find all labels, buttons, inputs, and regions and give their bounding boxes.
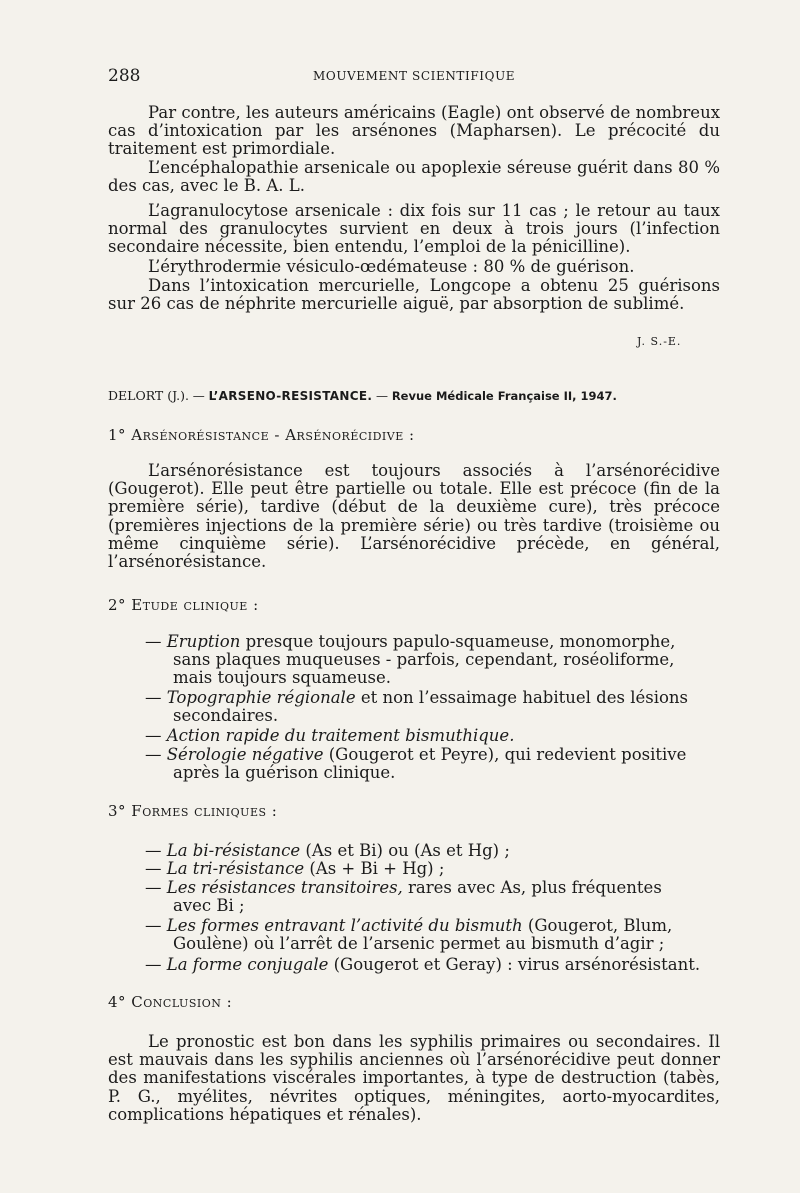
section-2-heading: 2° Etude clinique : — [108, 596, 259, 614]
list-item: — Topographie régionale et non l’essaimage habituel des lésions secondaires. — [145, 689, 720, 725]
list-item: — La bi-résistance (As et Bi) ou (As et Hg) ; — [145, 841, 510, 860]
item-lead: Les résistances transitoires, — [166, 878, 403, 897]
item-lead: Topographie régionale — [166, 688, 356, 707]
list-item: — Sérologie négative (Gougerot et Peyre), qui redevient positive après la guérison clinique. — [145, 746, 720, 782]
item-lead: La forme conjugale — [166, 955, 329, 974]
item-continuation: sans plaques muqueuses - parfois, cependant, roséoliforme, — [173, 650, 675, 670]
section-4-heading: 4° Conclusion : — [108, 993, 233, 1011]
item-text: (Gougerot et Geray) : virus arsénorésistant. — [328, 955, 701, 974]
item-text: (As et Bi) ou (As et Hg) ; — [300, 841, 510, 860]
list-item: — La tri-résistance (As + Bi + Hg) ; — [145, 859, 445, 878]
item-continuation: après la guérison clinique. — [173, 763, 396, 783]
reference-author: DELORT (J.). — [108, 388, 189, 403]
reference-dash-2: — — [372, 389, 392, 403]
running-header — [108, 66, 718, 86]
page-number: 288 — [108, 66, 141, 86]
item-text: (Gougerot et Peyre), qui redevient positive — [323, 745, 687, 764]
item-continuation: mais toujours squameuse. — [173, 668, 391, 688]
list-item: — La forme conjugale (Gougerot et Geray) : virus arsénorésistant. — [145, 955, 701, 974]
item-continuation: Goulène) où l’arrêt de l’arsenic permet au bismuth d’agir ; — [173, 934, 665, 954]
item-lead: Les formes entravant l’activité du bismuth — [166, 916, 523, 935]
running-title: MOUVEMENT SCIENTIFIQUE — [313, 69, 516, 83]
list-item: — Action rapide du traitement bismuthique. — [145, 726, 515, 745]
item-continuation: avec Bi ; — [173, 896, 245, 916]
reference-dash-1: — — [188, 389, 209, 403]
reference-title: L’ARSENO-RESISTANCE. — [208, 389, 373, 403]
item-text: rares avec As, plus fréquentes — [402, 878, 662, 897]
item-text: presque toujours papulo-squameuse, monomorphe, — [240, 632, 676, 651]
section-1-heading: 1° Arsénorésistance - Arsénorécidive : — [108, 426, 415, 444]
list-item: — Les résistances transitoires, rares avec As, plus fréquentes avec Bi ; — [145, 879, 720, 915]
item-lead: La bi-résistance — [166, 841, 301, 860]
intro-paragraph-5: Dans l’intoxication mercurielle, Longcope a obtenu 25 guérisons sur 26 cas de néphrite mercurielle aiguë, par absorption de sublimé. — [108, 276, 720, 314]
intro-paragraph-3: L’agranulocytose arsenicale : dix fois sur 11 cas ; le retour au taux normal des granulocytes survient en deux à trois jours (l’infection secondaire nécessite, bien entendu, l’emploi de la pénicilline). — [108, 201, 720, 257]
item-text: (As + Bi + Hg) ; — [304, 859, 445, 878]
section-4-text: Le pronostic est bon dans les syphilis primaires ou secondaires. Il est mauvais dans les syphilis anciennes où l’arsénorécidive peut donner des manifestations viscérales importantes, à type de destruction (tabès, P. G., myélites, névrites optiques, méningites, aorto-myocardites, complications hépatiques et rénales). — [108, 1032, 720, 1124]
item-text: et non l’essaimage habituel des lésions — [355, 688, 689, 707]
list-item: — Eruption presque toujours papulo-squameuse, monomorphe, sans plaques muqueuses - parfois, cependant, roséoliforme, mais toujours squameuse. — [145, 633, 720, 688]
section-1-text: L’arsénorésistance est toujours associés à l’arsénorécidive (Gougerot). Elle peut être partielle ou totale. Elle est précoce (fin de la première série), tardive (début de la deuxième cure), très précoce (premières injections de la première série) ou très tardive (troisième ou même cinquième série). L’arsénorécidive précède, en général, l’arsénorésistance. — [108, 461, 720, 572]
bibliographic-reference — [108, 388, 728, 403]
list-item: — Les formes entravant l’activité du bismuth (Gougerot, Blum, Goulène) où l’arrêt de l’arsenic permet au bismuth d’agir ; — [145, 917, 720, 953]
item-lead: Sérologie négative — [166, 745, 324, 764]
item-lead: Action rapide du traitement bismuthique. — [166, 726, 515, 745]
intro-paragraph-4: L’érythrodermie vésiculo-œdémateuse : 80 % de guérison. — [148, 257, 635, 276]
item-lead: Eruption — [166, 632, 241, 651]
author-signature: J. S.-E. — [637, 335, 682, 348]
item-lead: La tri-résistance — [166, 859, 305, 878]
intro-paragraph-2: L’encéphalopathie arsenicale ou apoplexie séreuse guérit dans 80 % des cas, avec le B. A. L. — [108, 158, 720, 196]
item-continuation: secondaires. — [173, 706, 279, 726]
item-text: (Gougerot, Blum, — [522, 916, 673, 935]
reference-journal: Revue Médicale Française II, 1947. — [391, 389, 617, 403]
intro-paragraph-1: Par contre, les auteurs américains (Eagle) ont observé de nombreux cas d’intoxication par les arsénones (Mapharsen). Le précocité du traitement est primordiale. — [108, 103, 720, 159]
section-3-heading: 3° Formes cliniques : — [108, 802, 278, 820]
